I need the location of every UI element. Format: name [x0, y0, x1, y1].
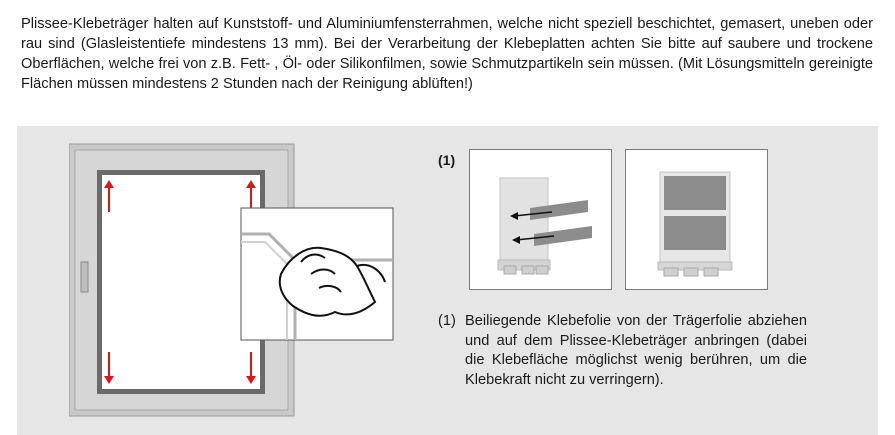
window-cleaning-illustration [69, 142, 399, 422]
adhesive-strip-image [469, 149, 612, 290]
wiping-hand-icon [241, 208, 393, 340]
intro-paragraph: Plissee-Klebeträger halten auf Kunststoff- und Aluminiumfensterrahmen, welche nicht speziell beschichtet, gemasert, uneben oder rau sind (Glasleistentiefe mindestens 13 mm). Bei der Verarbeitung der Klebeplatten achten Sie bitte auf saubere und trockene Oberflächen, welche frei von z.B. Fett- , Öl- oder Silikonfilmen, sowie Schmutzpartikeln sein müssen. (Mit Lösungsmitteln gereinigte Flächen müssen mindestens 2 Stunden nach der Reinigung ablüften!) [21, 16, 873, 92]
adhesive-strip-arrows [470, 150, 611, 289]
mounted-bracket [626, 150, 767, 289]
caption-text: Beiliegende Klebefolie von der Trägerfolie abziehen und auf dem Plissee-Klebeträger anbringen (dabei die Klebefläche möglichst wenig berühren, um die Klebekraft nicht zu verringern). [465, 313, 807, 388]
mounted-bracket-image [625, 149, 768, 290]
instruction-panel [17, 126, 878, 435]
step-caption [438, 312, 828, 390]
step-number: (1) [438, 152, 456, 168]
caption-number: (1) [438, 313, 456, 329]
